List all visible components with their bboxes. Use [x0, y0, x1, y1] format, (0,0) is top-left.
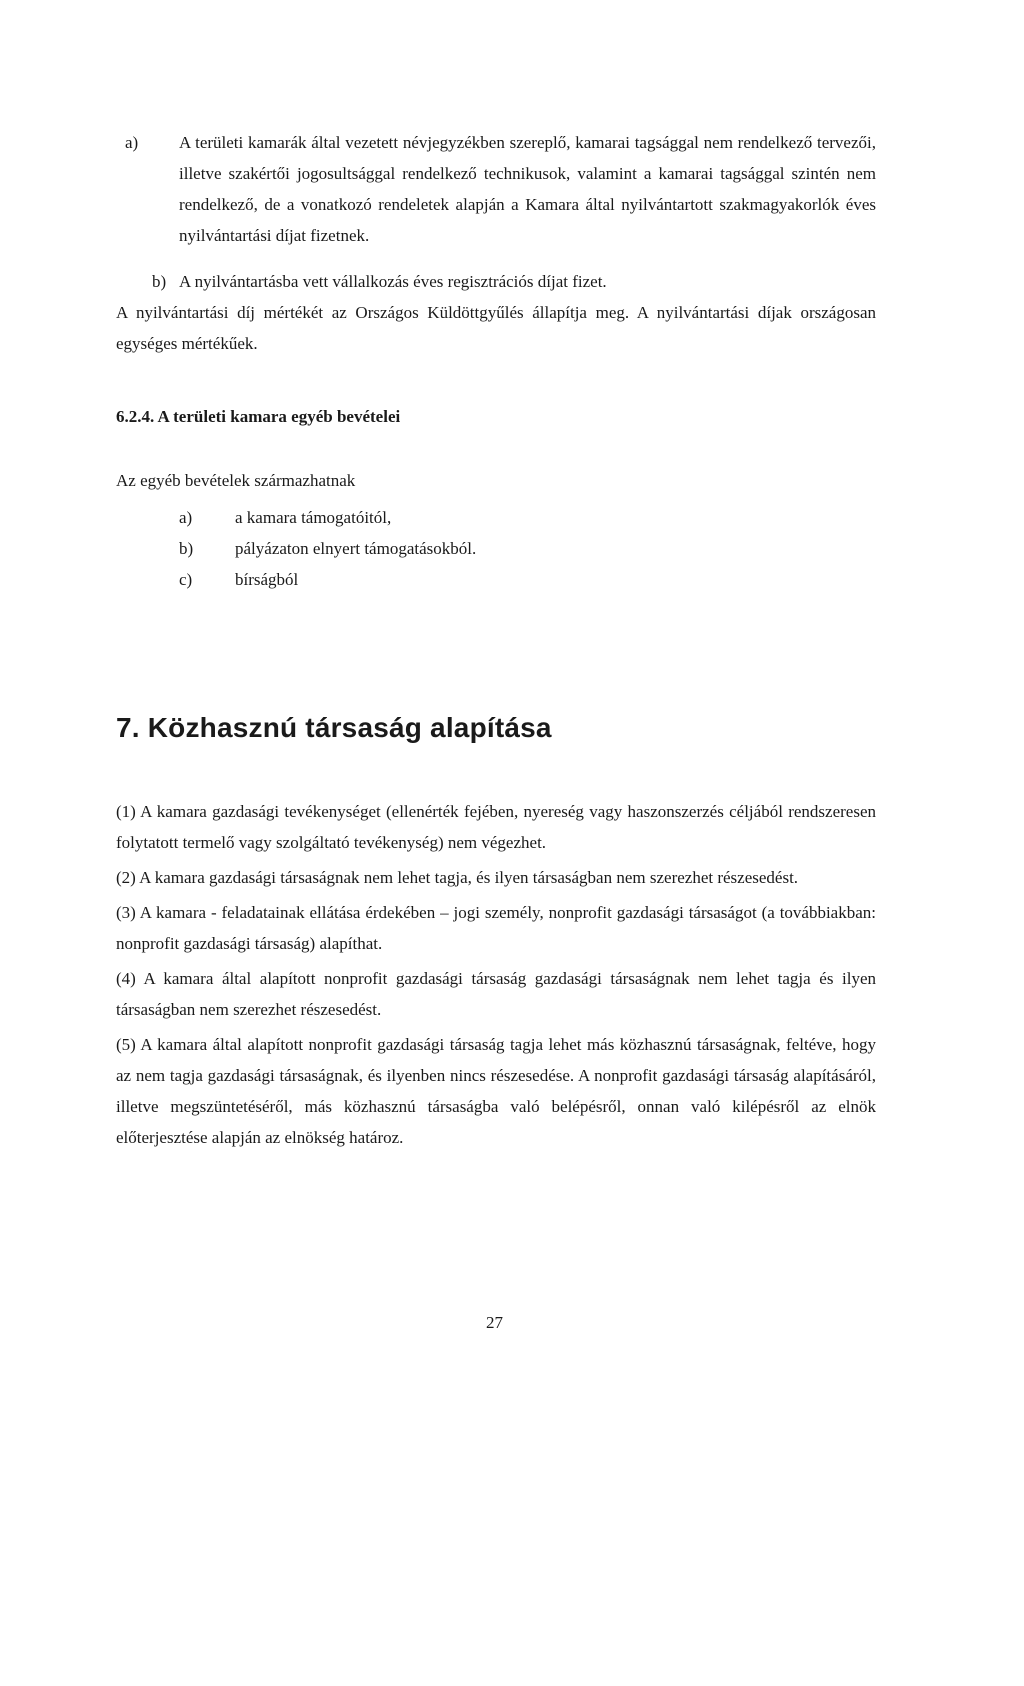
list-item-a — [125, 127, 876, 251]
fee-paragraph: A nyilvántartási díj mértékét az Országos Küldöttgyűlés állapítja meg. A nyilvántartási díjak országosan egységes mértékűek. — [116, 303, 876, 353]
clause-list — [116, 796, 876, 1157]
income-intro: Az egyéb bevételek származhatnak — [116, 471, 356, 490]
subsection-heading: 6.2.4. A területi kamara egyéb bevételei — [116, 407, 401, 426]
income-list-item — [179, 508, 476, 539]
list-item-a-text: A területi kamarák által vezetett névjegyzékben szereplő, kamarai tagsággal nem rendelkező tervezői, illetve szakértői jogosultsággal rendelkező technikusok, valamint a kamarai tagsággal szintén nem rendelkező, de a vonatkozó rendeletek alapján a Kamara által nyilvántartott szakmagyakorlók éves nyilvántartási díjat fizetnek. — [179, 133, 876, 245]
list-item-b-label: b) — [152, 272, 167, 291]
income-item-text: bírságból — [235, 570, 299, 589]
clause-2: (2) A kamara gazdasági társaságnak nem lehet tagja, és ilyen társaságban nem szerezhet részesedést. — [116, 868, 799, 887]
list-item-b — [152, 266, 876, 297]
income-item-label: c) — [179, 570, 193, 589]
clause-3: (3) A kamara - feladatainak ellátása érdekében – jogi személy, nonprofit gazdasági társaságot (a továbbiakban: nonprofit gazdasági társaság) alapíthat. — [116, 903, 876, 953]
income-item-text: pályázaton elnyert támogatásokból. — [235, 539, 477, 558]
list-item-b-text: A nyilvántartásba vett vállalkozás éves regisztrációs díjat fizet. — [179, 272, 607, 291]
income-list-item — [179, 539, 476, 570]
income-list — [179, 508, 476, 601]
income-item-label: a) — [179, 508, 193, 527]
clause-5: (5) A kamara által alapított nonprofit gazdasági társaság tagja lehet más közhasznú társaságnak, feltéve, hogy az nem tagja gazdasági társaságnak, és ilyenben nincs részesedése. A nonprofit gazdasági társaság alapításáról, illetve megszüntetéséről, más közhasznú társaságba való belépésről, onnan való kilépésről az elnök előterjesztése alapján az elnökség határoz. — [116, 1035, 876, 1147]
income-list-item — [179, 570, 476, 601]
clause-1: (1) A kamara gazdasági tevékenységet (ellenérték fejében, nyereség vagy haszonszerzés céljából rendszeresen folytatott termelő vagy szolgáltató tevékenység) nem végezhet. — [116, 802, 876, 852]
list-item-a-label: a) — [125, 133, 139, 152]
income-item-label: b) — [179, 539, 194, 558]
income-item-text: a kamara támogatóitól, — [235, 508, 392, 527]
page-number: 27 — [486, 1313, 503, 1332]
list-item-a-body — [125, 127, 876, 251]
section-heading: 7. Közhasznú társaság alapítása — [116, 712, 552, 743]
clause-4: (4) A kamara által alapított nonprofit gazdasági társaság gazdasági társaságnak nem lehet tagja és ilyen társaságban nem szerezhet részesedést. — [116, 969, 876, 1019]
